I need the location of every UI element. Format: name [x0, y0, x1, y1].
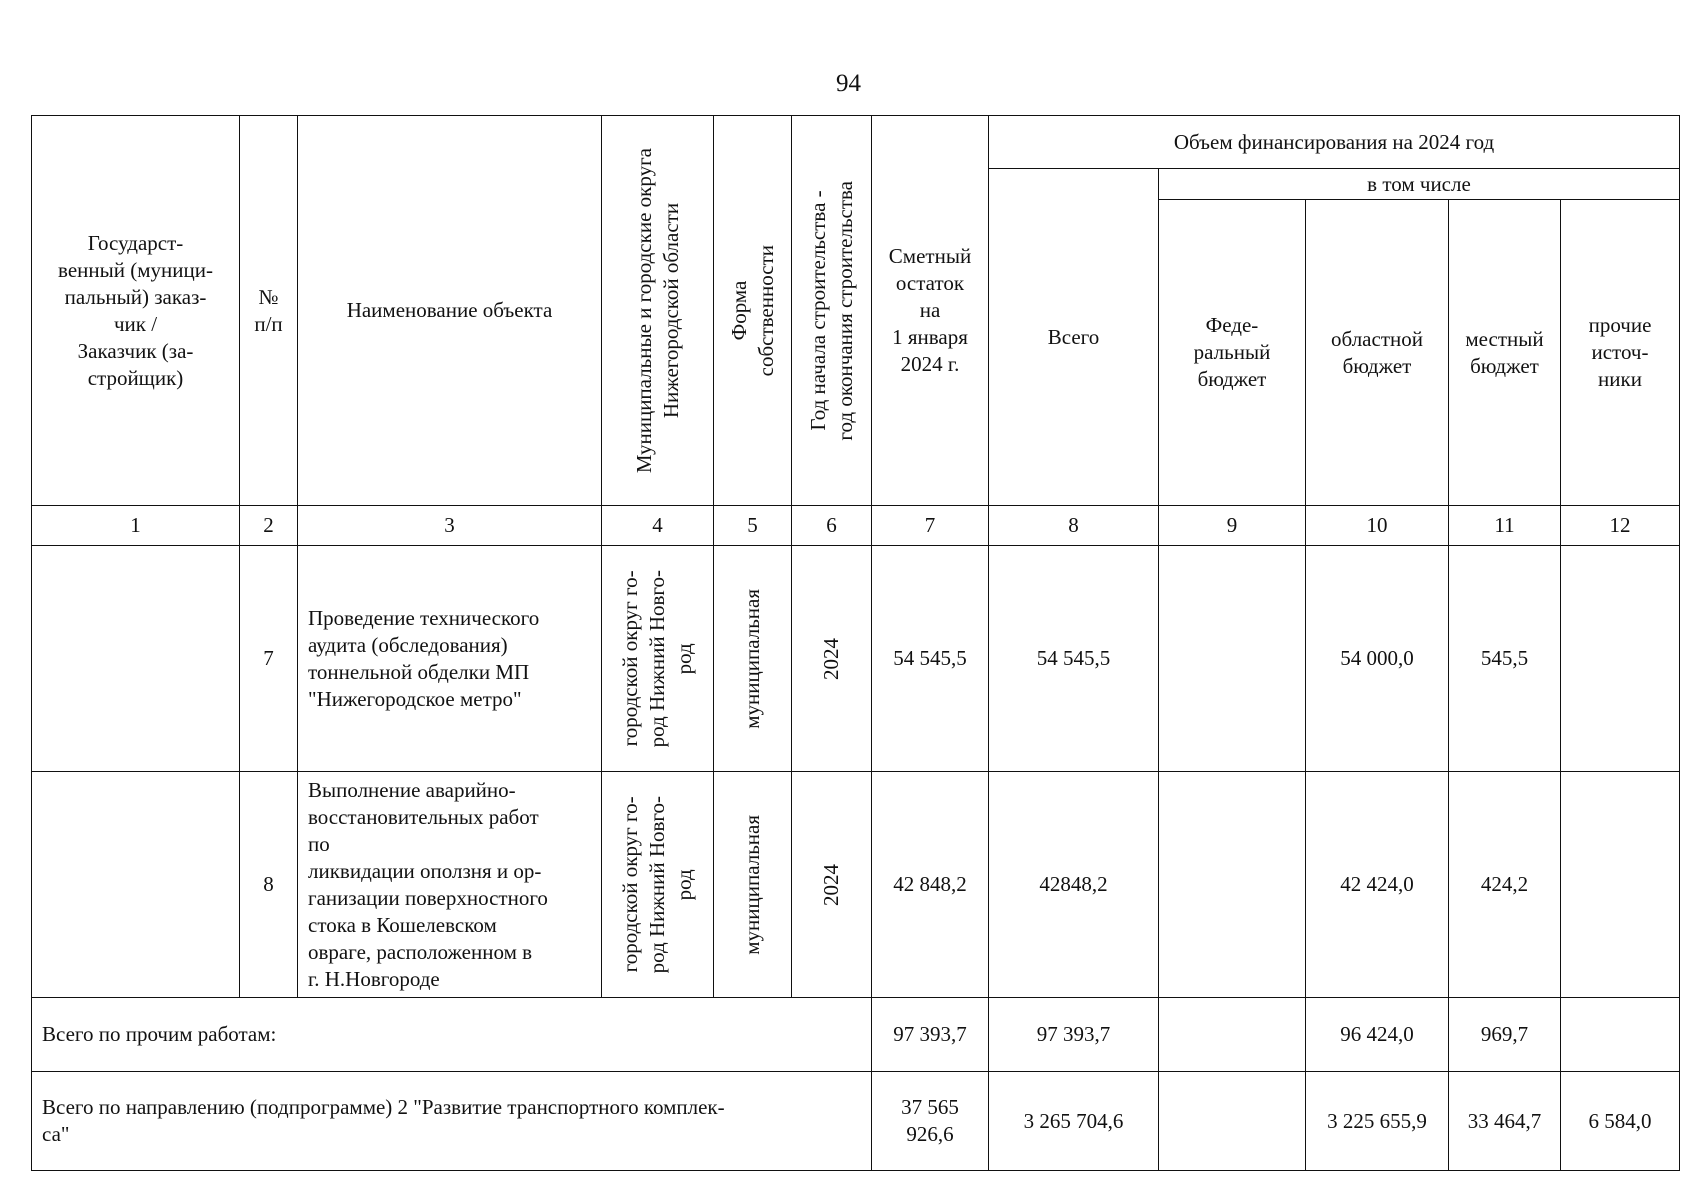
header-years	[792, 116, 872, 506]
row-ownership-text: муниципальная	[740, 814, 764, 955]
column-number-row	[32, 506, 1680, 546]
row-estimate: 54 545,5	[872, 546, 989, 772]
table-row	[32, 772, 1680, 998]
total-other	[1561, 998, 1680, 1072]
header-total: Всего	[989, 169, 1159, 506]
header-years-text: Год начала строительства - год окончания строительства	[805, 180, 857, 441]
row-object-name: Выполнение аварийно- восстановительных работ по ликвидации оползня и ор- ганизации поверхностного стока в Кошелевском овраге, расположенном в г. Н.Новгороде	[298, 772, 602, 998]
row-ownership-text: муниципальная	[740, 588, 764, 729]
header-district-text: Муниципальные и городские округа Нижегородской области	[631, 147, 683, 474]
row-years-text: 2024	[819, 637, 843, 680]
row-district-text: городской округ го- род Нижний Новго- род	[618, 795, 696, 974]
row-number: 8	[240, 772, 298, 998]
total-other: 6 584,0	[1561, 1072, 1680, 1171]
row-years	[792, 772, 872, 998]
row-total: 42848,2	[989, 772, 1159, 998]
table-row	[32, 546, 1680, 772]
total-total: 3 265 704,6	[989, 1072, 1159, 1171]
column-number: 6	[792, 506, 872, 546]
row-number: 7	[240, 546, 298, 772]
header-estimate: Сметный остаток на 1 января 2024 г.	[872, 116, 989, 506]
row-regional: 42 424,0	[1306, 772, 1449, 998]
row-customer	[32, 772, 240, 998]
header-customer: Государст- венный (муници- пальный) заказ- чик / Заказчик (за- стройщик)	[32, 116, 240, 506]
row-federal	[1159, 772, 1306, 998]
row-federal	[1159, 546, 1306, 772]
row-object-name: Проведение технического аудита (обследования) тоннельной обделки МП "Нижегородское метро"	[298, 546, 602, 772]
row-district	[602, 772, 714, 998]
row-local: 545,5	[1449, 546, 1561, 772]
column-number: 11	[1449, 506, 1561, 546]
column-number: 3	[298, 506, 602, 546]
column-number: 8	[989, 506, 1159, 546]
total-estimate: 97 393,7	[872, 998, 989, 1072]
row-other	[1561, 546, 1680, 772]
row-district	[602, 546, 714, 772]
header-including: в том числе	[1159, 169, 1680, 200]
total-label: Всего по прочим работам:	[32, 998, 872, 1072]
row-ownership	[714, 772, 792, 998]
financing-table	[31, 115, 1680, 1171]
column-number: 10	[1306, 506, 1449, 546]
header-number: № п/п	[240, 116, 298, 506]
row-district-text: городской округ го- род Нижний Новго- род	[618, 569, 696, 748]
header-other: прочие источ- ники	[1561, 200, 1680, 506]
total-total: 97 393,7	[989, 998, 1159, 1072]
total-row	[32, 998, 1680, 1072]
row-estimate: 42 848,2	[872, 772, 989, 998]
header-funding-group: Объем финансирования на 2024 год	[989, 116, 1680, 169]
total-estimate: 37 565 926,6	[872, 1072, 989, 1171]
column-number: 4	[602, 506, 714, 546]
row-local: 424,2	[1449, 772, 1561, 998]
column-number: 1	[32, 506, 240, 546]
header-regional: областной бюджет	[1306, 200, 1449, 506]
total-local: 33 464,7	[1449, 1072, 1561, 1171]
column-number: 2	[240, 506, 298, 546]
row-years-text: 2024	[819, 863, 843, 906]
header-district	[602, 116, 714, 506]
row-total: 54 545,5	[989, 546, 1159, 772]
total-regional: 96 424,0	[1306, 998, 1449, 1072]
header-federal: Феде- ральный бюджет	[1159, 200, 1306, 506]
row-ownership	[714, 546, 792, 772]
row-customer	[32, 546, 240, 772]
column-number: 12	[1561, 506, 1680, 546]
column-number: 5	[714, 506, 792, 546]
total-label: Всего по направлению (подпрограмме) 2 "Развитие транспортного комплек- са"	[32, 1072, 872, 1171]
total-row	[32, 1072, 1680, 1171]
header-ownership	[714, 116, 792, 506]
row-years	[792, 546, 872, 772]
total-federal	[1159, 998, 1306, 1072]
total-regional: 3 225 655,9	[1306, 1072, 1449, 1171]
column-number: 9	[1159, 506, 1306, 546]
header-local: местный бюджет	[1449, 200, 1561, 506]
header-ownership-text: Форма собственности	[726, 244, 778, 377]
row-regional: 54 000,0	[1306, 546, 1449, 772]
total-local: 969,7	[1449, 998, 1561, 1072]
row-other	[1561, 772, 1680, 998]
header-object-name: Наименование объекта	[298, 116, 602, 506]
page-number: 94	[836, 70, 861, 97]
total-federal	[1159, 1072, 1306, 1171]
column-number: 7	[872, 506, 989, 546]
